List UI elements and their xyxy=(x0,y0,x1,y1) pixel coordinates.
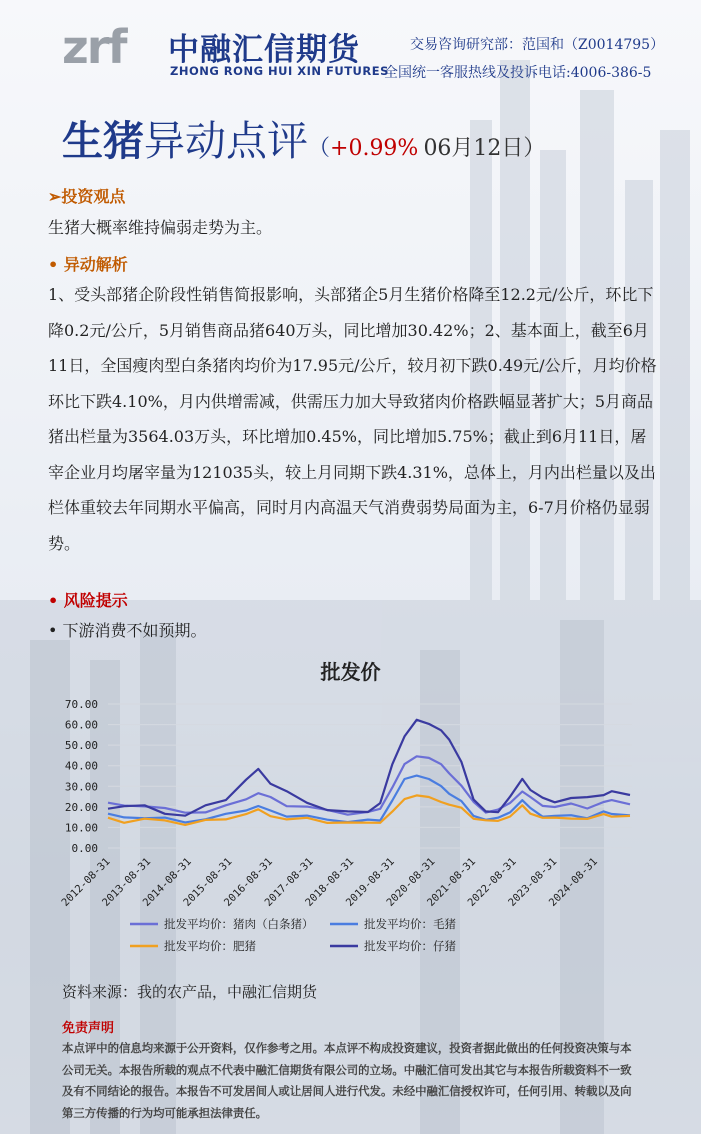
title-paren: （ xyxy=(308,136,331,161)
y-tick-label: 40.00 xyxy=(64,759,98,773)
y-tick-label: 70.00 xyxy=(64,698,98,711)
x-tick-label: 2020-08-31 xyxy=(384,855,438,909)
heading-risk: • 风险提示 xyxy=(48,591,128,610)
heading-analysis: • 异动解析 xyxy=(48,255,128,274)
x-tick-label: 2018-08-31 xyxy=(303,855,357,909)
analysis-text: 1、受头部猪企阶段性销售简报影响，头部猪企5月生猪价格降至12.2元/公斤，环比下降0.2元/公斤，5月销售商品猪640万头，同比增加30.42%；2、基本面上，截至6月11日，全国瘦肉型白条猪肉均价为17.95元/公斤，较月初下跌0.49元/公斤，月均价格环比下跌4.10%，月内供增需减，供需压力加大导致猪肉价格跌幅显著扩大；5月商品猪出栏量为3564.03万头，环比增加0.45%，同比增加5.75%；截止到6月11日，屠宰企业月均屠宰量为121035头，较上月同期下跌4.31%，总体上，月内出栏量以及出栏体重较去年同期水平偏高，同时月内高温天气消费弱势局面为主，6-7月价格仍显弱势。 xyxy=(48,285,657,553)
legend-entry: 批发平均价：肥猪 xyxy=(164,939,256,953)
x-tick-label: 2021-08-31 xyxy=(424,855,479,909)
data-source: 资料来源：我的农产品，中融汇信期货 xyxy=(62,983,318,1001)
x-tick-label: 2014-08-31 xyxy=(140,855,194,909)
y-tick-label: 20.00 xyxy=(64,800,98,814)
x-tick-label: 2023-08-31 xyxy=(506,855,560,909)
logo-chinese-name: 中融汇信期货 xyxy=(168,32,360,68)
x-tick-label: 2017-08-31 xyxy=(262,855,316,909)
x-tick-label: 2013-08-31 xyxy=(99,855,154,909)
disclaimer-heading: 免责声明 xyxy=(62,1021,115,1036)
series-line xyxy=(108,756,630,814)
x-tick-label: 2019-08-31 xyxy=(343,855,397,909)
y-tick-label: 10.00 xyxy=(64,821,98,835)
x-tick-label: 2024-08-31 xyxy=(546,855,601,909)
title-change: +0.99% xyxy=(330,136,419,161)
y-tick-label: 0.00 xyxy=(71,842,98,855)
x-tick-label: 2015-08-31 xyxy=(181,855,235,909)
series-line xyxy=(108,720,630,816)
chart-title: 批发价 xyxy=(320,660,381,684)
x-tick-label: 2022-08-31 xyxy=(465,855,519,909)
page-title xyxy=(62,108,545,167)
title-commodity: 生猪 xyxy=(62,117,144,165)
title-date: 06月12日） xyxy=(423,136,546,161)
y-tick-label: 50.00 xyxy=(64,739,98,753)
legend-entry: 批发平均价：猪肉（白条猪） xyxy=(164,917,314,931)
logo-english-name: ZHONG RONG HUI XIN FUTURES xyxy=(170,64,389,78)
title-subject: 异动点评 xyxy=(144,117,308,165)
legend-entry: 批发平均价：毛猪 xyxy=(364,917,456,931)
contact-researcher: 交易咨询研究部：范国和（Z0014795） xyxy=(410,37,665,53)
logo-mark: zrf xyxy=(62,20,126,74)
disclaimer-text: 本点评中的信息均来源于公开资料，仅作参考之用。本点评不构成投资建议，投资者据此做出的任何投资决策与本公司无关。本报告所载的观点不代表中融汇信期货有限公司的立场。中融汇信可发出其它与本报告所载资料不一致及有不同结论的报告。本报告不可发居间人或让居间人进行代发。未经中融汇信授权许可，任何引用、转载以及向第三方传播的行为均可能承担法律责任。 xyxy=(62,1041,632,1120)
legend-entry: 批发平均价：仔猪 xyxy=(364,939,456,953)
investment-view-text: 生猪大概率维持偏弱走势为主。 xyxy=(48,218,273,237)
contact-hotline: 全国统一客服热线及投诉电话:4006-386-5 xyxy=(384,65,652,81)
heading-investment-view: ➢投资观点 xyxy=(48,187,126,206)
wholesale-price-chart xyxy=(0,690,701,970)
x-tick-label: 2012-08-31 xyxy=(59,855,113,909)
x-tick-label: 2016-08-31 xyxy=(221,855,276,909)
y-tick-label: 30.00 xyxy=(64,780,98,794)
y-tick-label: 60.00 xyxy=(64,718,98,732)
risk-text: • 下游消费不如预期。 xyxy=(48,621,207,640)
